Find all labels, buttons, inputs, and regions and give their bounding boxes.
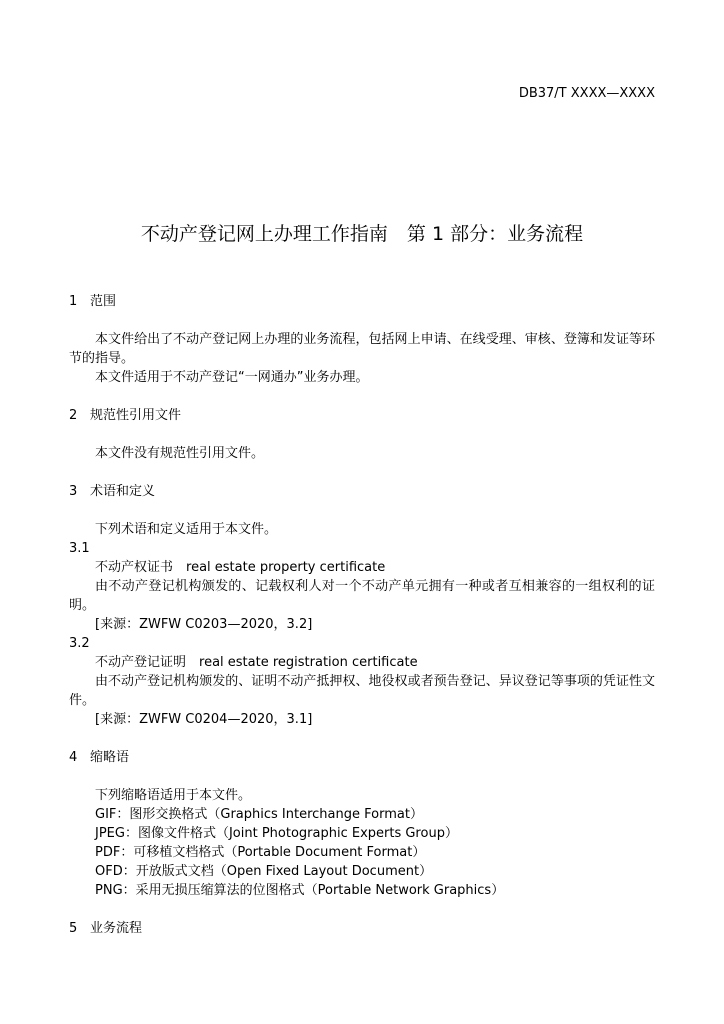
section-title: 范围 [90, 294, 117, 309]
section-number: 3 [69, 484, 78, 499]
terms-intro: 下列术语和定义适用于本文件。 [95, 522, 278, 537]
scope-paragraph-2: 本文件适用于不动产登记“一网通办”业务办理。 [95, 370, 369, 385]
term-zh: 不动产权证书 [95, 560, 174, 575]
term-definition: 由不动产登记机构颁发的、记载权利人对一个不动产单元拥有一种或者互相兼容的一组权利的证明。 [69, 579, 655, 613]
section-heading-normative [69, 406, 655, 425]
document-body [69, 292, 655, 938]
abbrev-item: GIF：图形交换格式（Graphics Interchange Format） [95, 807, 423, 822]
section-number: 5 [69, 921, 78, 936]
section-heading-terms [69, 482, 655, 501]
section-number: 1 [69, 294, 78, 309]
term-zh: 不动产登记证明 [95, 655, 187, 670]
term-number: 3.2 [69, 636, 90, 651]
document-title: 不动产登记网上办理工作指南 第 1 部分：业务流程 [140, 223, 584, 245]
term-entry [69, 558, 655, 577]
term-source: [来源：ZWFW C0203—2020，3.2] [95, 617, 313, 632]
section-title: 缩略语 [90, 750, 130, 765]
section-number: 2 [69, 408, 78, 423]
abbrev-item: PNG：采用无损压缩算法的位图格式（Portable Network Graphics） [95, 883, 505, 898]
section-heading-abbrev [69, 748, 655, 767]
term-en: real estate property certificate [186, 560, 386, 575]
section-title: 术语和定义 [90, 484, 156, 499]
abbrev-item: OFD：开放版式文档（Open Fixed Layout Document） [95, 864, 433, 879]
term-en: real estate registration certificate [199, 655, 418, 670]
section-title: 规范性引用文件 [90, 408, 182, 423]
abbrev-intro: 下列缩略语适用于本文件。 [95, 788, 252, 803]
section-title: 业务流程 [90, 921, 143, 936]
normative-paragraph: 本文件没有规范性引用文件。 [95, 446, 265, 461]
abbrev-item: PDF：可移植文档格式（Portable Document Format） [95, 845, 426, 860]
section-heading-scope [69, 292, 655, 311]
term-number: 3.1 [69, 541, 90, 556]
scope-paragraph-1: 本文件给出了不动产登记网上办理的业务流程，包括网上申请、在线受理、审核、登簿和发证等环节的指导。 [69, 332, 655, 366]
abbrev-item: JPEG：图像文件格式（Joint Photographic Experts Group） [95, 826, 458, 841]
term-entry [69, 653, 655, 672]
section-heading-process [69, 919, 655, 938]
section-number: 4 [69, 750, 78, 765]
term-definition: 由不动产登记机构颁发的、证明不动产抵押权、地役权或者预告登记、异议登记等事项的凭证性文件。 [69, 674, 655, 708]
document-code: DB37/T XXXX—XXXX [518, 86, 655, 101]
term-source: [来源：ZWFW C0204—2020，3.1] [95, 712, 313, 727]
